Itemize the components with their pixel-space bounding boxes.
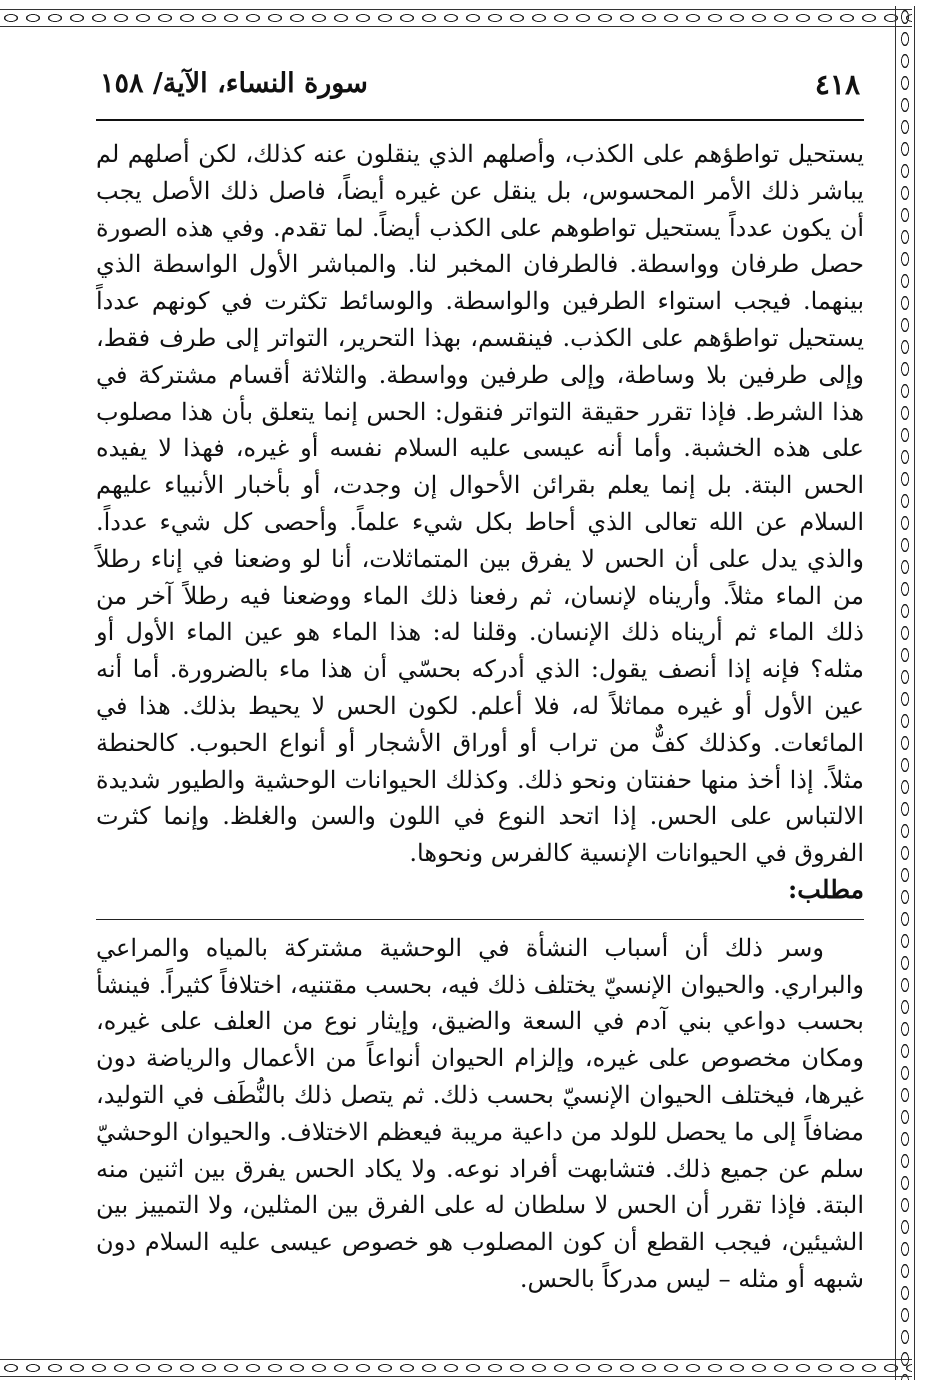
paragraph-1: يستحيل تواطؤهم على الكذب، وأصلهم الذي ينقلون عنه كذلك، لكن أصلهم لم يباشر ذلك الأمر المحسوس، بل ينقل عن غيره أيضاً، فاصل ذلك الأصل يجب أن يكون عدداً يستحيل تواطوهم على الكذب أيضاً. لما تقدم. وفي هذه الصورة حصل طرفان وواسطة. فالطرفان المخبر لنا. والمباشر الأول الواسطة الذي بينهما. فيجب استواء الطرفين والواسطة. والوسائط تكثرت في كونهم عدداً يستحيل تواطؤهم على الكذب. فينقسم، بهذا التحرير، التواتر إلى طرف فقط، وإلى طرفين بلا وساطة، وإلى طرفين وواسطة. والثلاثة أقسام مشتركة في هذا الشرط. فإذا تقرر حقيقة التواتر فنقول: الحس إنما يتعلق بأن هذا مصلوب على هذه الخشبة. وأما أنه عيسى عليه السلام نفسه أو غيره، فهذا لا يفيده الحس البتة. بل إنما يعلم بقرائن الأحوال إن وجدت، أو بأخبار الأنبياء عليهم السلام عن الله تعالى الذي أحاط بكل شيء علماً. وأحصى كل شيء عدداً. والذي يدل على أن الحس لا يفرق بين المتماثلات، أنا لو وضعنا في إناء رطلاً من الماء مثلاً. وأريناه لإنسان، ثم رفعنا ذلك الماء ووضعنا فيه رطلاً آخر من ذلك الماء ثم أريناه ذلك الإنسان. وقلنا له: هذا الماء هو عين الماء الأول أو مثله؟ فإنه إذا أنصف يقول: الذي أدركه بحسّي أن هذا ماء بالضرورة. أما أنه عين الأول أو غيره مماثلاً له، فلا أعلم. لكون الحس لا يحيط بذلك. هذا في المائعات. وكذلك كفٌّ من تراب أو أوراق الأشجار أو أنواع الحبوب. كالحنطة مثلاً. إذا أخذ منها حفنتان ونحو ذلك. وكذلك الحيوانات الوحشية والطيور شديدة الالتباس على الحس. إذا اتحد النوع في اللون والسن والغلظ. وإنما كثرت الفروق في الحيوانات الإنسية كالفرس ونحوها. [96, 140, 865, 868]
paragraph-2: وسر ذلك أن أسباب النشأة في الوحشية مشتركة بالمياه والمراعي والبراري. والحيوان الإنسيّ يختلف ذلك فيه، بحسب مقتنيه، اختلافاً كثيراً. فينشأ بحسب دواعي بني آدم في السعة والضيق، وإيثار نوع من العلف على غيره، ومكان مخصوص على غيره، وإلزام الحيوان أنواعاً من الأعمال والرياضة دون غيرها، فيختلف الحيوان الإنسيّ بحسب ذلك. ثم يتصل ذلك بالنُّطَف في التوليد، مضافاً إلى ما يحصل للولد من داعية مريبة فيعظم الاختلاف. والحيوان الوحشيّ سلم عن جميع ذلك. فتشابهت أفراد نوعه. ولا يكاد الحس يفرق بين اثنين منه البتة. فإذا تقرر أن الحس لا سلطان له على الفرق بين المثلين، ولا التمييز بين الشيئين، فيجب القطع أن كون المصلوب هو خصوص عيسى عليه السلام دون شبهه أو مثله – ليس مدركاً بالحس. [96, 933, 864, 1293]
bottom-chain-border [0, 1356, 912, 1380]
body-text [96, 136, 864, 1298]
top-chain-border [0, 6, 912, 30]
page-number: ٤١٨ [814, 68, 860, 101]
running-title: سورة النساء، الآية/ ١٥٨ [100, 68, 368, 99]
page-header [100, 68, 860, 108]
right-chain-border [892, 6, 918, 1380]
section-rule [96, 919, 864, 920]
header-rule [96, 119, 864, 121]
section-heading: مطلب: [788, 874, 864, 904]
